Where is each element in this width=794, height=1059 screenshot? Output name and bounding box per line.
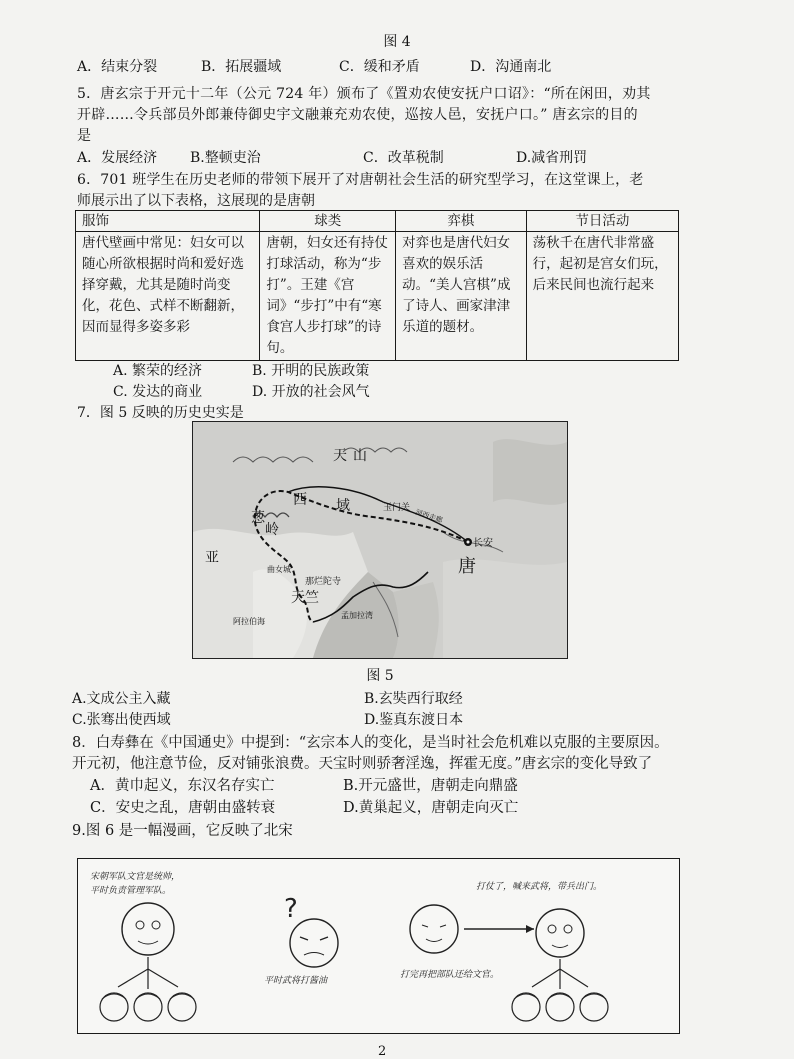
map-label: 曲女城 xyxy=(267,565,291,574)
q6-stem-line-2: 师展示出了以下表格，这展现的是唐朝 xyxy=(77,193,315,209)
q8-option-d: D.黄巢起义，唐朝走向灭亡 xyxy=(343,800,519,816)
figure-5-caption: 图 5 xyxy=(366,668,394,684)
map-label: 亚 xyxy=(205,550,219,566)
question-mark-icon: ? xyxy=(284,894,298,924)
route-map-drawing xyxy=(193,422,567,658)
q6-option-c: C. 发达的商业 xyxy=(113,384,203,400)
civil-official-head xyxy=(122,903,174,955)
cell-festivals: 荡秋千在唐代非常盛行，起初是宫女们玩，后来民间也流行起来 xyxy=(526,232,678,361)
q8-stem-line-2: 开元初，他注意节俭，反对铺张浪费。天宝时则骄奢淫逸，挥霍无度。”唐玄宗的变化导致了 xyxy=(72,756,653,772)
q5-option-c: C．改革税制 xyxy=(363,150,444,166)
q6-stem-line-1: 6．701 班学生在历史老师的带领下展开了对唐朝社会生活的研究型学习，在这堂课上，老 xyxy=(77,172,644,188)
q5-stem-line-2: 开辟……令兵部员外郎兼侍御史宇文融兼充劝农使，巡按人邑，安抚户口。” 唐玄宗的目的 xyxy=(77,107,638,123)
comic-drawing xyxy=(78,859,679,1033)
map-label: 山 xyxy=(353,448,367,464)
general-head xyxy=(290,919,338,967)
map-label: 天竺 xyxy=(291,590,319,606)
q6-option-d: D. 开放的社会风气 xyxy=(252,384,370,400)
map-label: 孟加拉湾 xyxy=(341,611,373,620)
map-label: 唐 xyxy=(458,556,476,577)
header-festivals: 节日活动 xyxy=(526,211,678,232)
map-label: 玉门关 xyxy=(383,503,411,513)
arrows-to-soldiers-2 xyxy=(532,959,588,989)
q4-option-a: A．结束分裂 xyxy=(77,59,158,75)
q8-option-a: A．黄巾起义，东汉名存实亡 xyxy=(90,778,275,794)
q6-option-a: A. 繁荣的经济 xyxy=(113,363,203,379)
soldier-group-2 xyxy=(512,993,608,1021)
q8-option-b: B.开元盛世，唐朝走向鼎盛 xyxy=(343,778,518,794)
q8-stem-line-1: 8．白寿彝在《中国通史》中提到：“玄宗本人的变化，是当时社会危机难以克服的主要原因。 xyxy=(72,735,669,751)
map-label: 葱 xyxy=(251,510,265,526)
header-chess: 弈棋 xyxy=(396,211,527,232)
header-clothing: 服饰 xyxy=(76,211,260,232)
q9-stem: 9.图 6 是一幅漫画，它反映了北宋 xyxy=(72,823,293,839)
soldier-group xyxy=(100,993,196,1021)
q5-option-d: D.减省刑罚 xyxy=(516,150,588,166)
comic-caption: 打完再把部队还给文官。 xyxy=(400,970,500,980)
figure-5-map xyxy=(192,421,568,659)
q7-option-a: A.文成公主入藏 xyxy=(72,691,171,707)
cell-clothing: 唐代壁画中常见：妇女可以随心所欲根据时尚和爱好选择穿戴，尤其是随时尚变化，花色、式样不断翻新，因而显得多姿多彩 xyxy=(76,232,260,361)
map-label: 西 xyxy=(293,492,307,508)
q7-stem: 7．图 5 反映的历史史实是 xyxy=(77,405,244,421)
map-label: 域 xyxy=(336,498,350,514)
q7-option-d: D.鉴真东渡日本 xyxy=(364,712,464,728)
q5-option-b: B.整顿吏治 xyxy=(190,150,261,166)
q5-stem-line-3: 是 xyxy=(77,128,91,144)
arrows-to-soldiers xyxy=(118,957,178,989)
comic-caption: 宋朝军队文官是统帅， xyxy=(90,872,181,882)
map-label: 河西走廊 xyxy=(414,508,444,525)
figure-6-comic xyxy=(77,858,680,1034)
q4-option-c: C．缓和矛盾 xyxy=(339,59,420,75)
table-header-row xyxy=(76,211,679,232)
page-number: 2 xyxy=(378,1044,387,1059)
q8-option-c: C．安史之乱，唐朝由盛转衰 xyxy=(90,800,276,816)
map-label: 长安 xyxy=(473,538,493,549)
q4-option-d: D．沟通南北 xyxy=(470,59,552,75)
comic-caption: 打仗了，喊来武将，带兵出门。 xyxy=(476,882,603,892)
comic-caption: 平时负责管理军队。 xyxy=(90,886,172,896)
map-label: 天 xyxy=(333,448,347,464)
map-label: 那烂陀寺 xyxy=(305,577,342,587)
header-ball-games: 球类 xyxy=(260,211,396,232)
q5-option-a: A．发展经济 xyxy=(77,150,158,166)
comic-caption: 平时武将打酱油 xyxy=(264,976,328,986)
q5-stem-line-1: 5．唐玄宗于开元十二年（公元 724 年）颁布了《置劝农使安抚户口诏》：“所在闲田，劝其 xyxy=(77,86,651,102)
tang-life-table xyxy=(75,210,679,361)
q4-option-b: B．拓展疆域 xyxy=(201,59,282,75)
map-label: 岭 xyxy=(265,522,279,538)
q7-option-c: C.张骞出使西域 xyxy=(72,712,171,728)
official-head-2 xyxy=(536,909,584,957)
general-head-2 xyxy=(410,905,458,953)
q6-option-b: B. 开明的民族政策 xyxy=(252,363,370,379)
q7-option-b: B.玄奘西行取经 xyxy=(364,691,463,707)
figure-4-caption: 图 4 xyxy=(383,34,411,50)
map-label: 阿拉伯海 xyxy=(233,617,265,626)
cell-ball-games: 唐朝，妇女还有持仗打球活动，称为“步打”。王建《宫词》“步打”中有“寒食宫人步打球”的诗句。 xyxy=(260,232,396,361)
table-row xyxy=(76,232,679,361)
cell-chess: 对弈也是唐代妇女喜欢的娱乐活动。“美人宫棋”成了诗人、画家津津乐道的题材。 xyxy=(396,232,527,361)
